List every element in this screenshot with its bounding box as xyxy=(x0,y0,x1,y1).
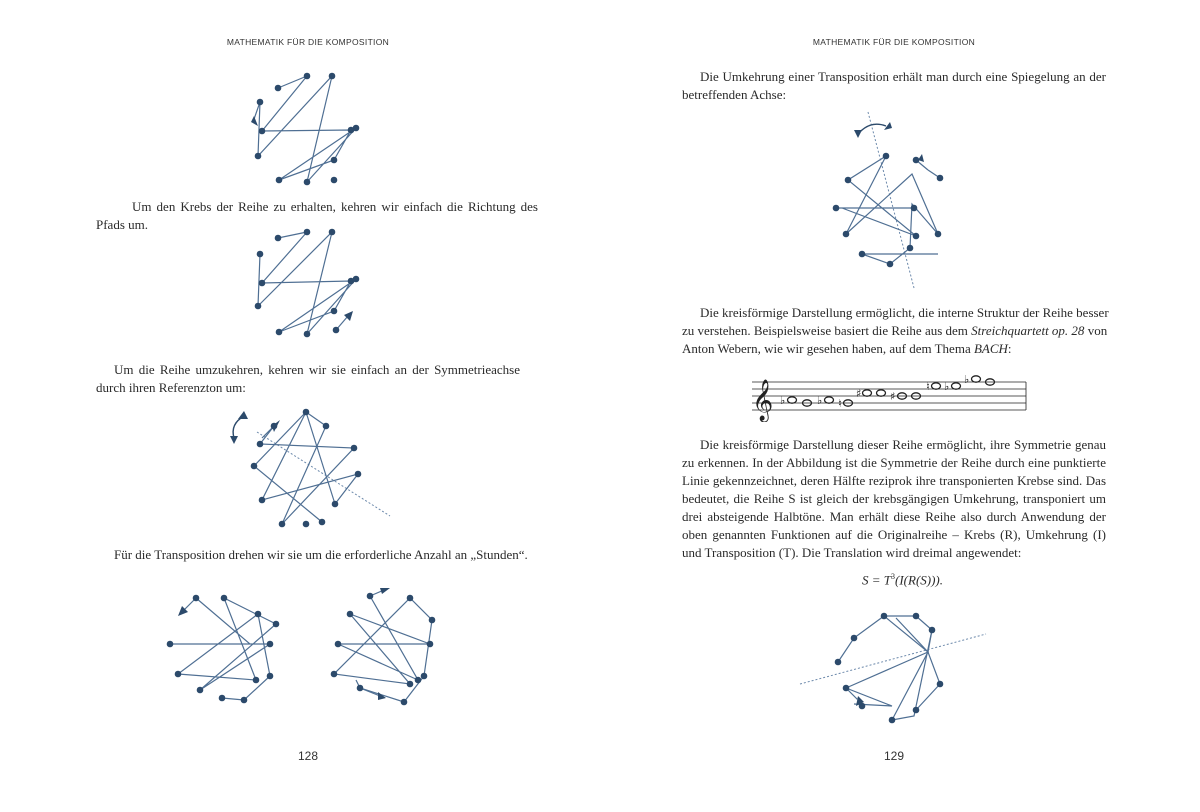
row-path xyxy=(258,232,356,334)
pitch-node xyxy=(255,153,262,160)
text-line: oben genannten Funktionen auf die Originalreihe – Krebs (R), Umkehrung (I) xyxy=(682,527,1106,542)
pitch-node xyxy=(913,157,920,164)
pitch-node xyxy=(367,593,374,600)
pitch-node xyxy=(329,73,336,80)
pitch-node xyxy=(913,707,920,714)
pitch-node xyxy=(259,128,266,135)
svg-text:♯: ♯ xyxy=(890,390,896,403)
pitch-node xyxy=(304,179,311,186)
pitch-node xyxy=(937,681,944,688)
arrowhead-icon xyxy=(854,130,862,138)
text-line: bedeutet, die Reihe S ist gleich der krebsgängigen Umkehrung, transponiert um xyxy=(682,491,1106,506)
pitch-node xyxy=(257,441,264,448)
pitch-node xyxy=(257,99,264,106)
running-header: MATHEMATIK FÜR DIE KOMPOSITION xyxy=(812,37,976,47)
arrowhead-icon xyxy=(251,116,258,126)
pitch-node xyxy=(259,497,266,504)
pitch-node xyxy=(845,177,852,184)
clock-diagram-original xyxy=(240,68,370,188)
text-line: Die kreisförmige Darstellung ermöglicht, die interne Struktur der Reihe besser xyxy=(700,305,1109,320)
svg-text:♭: ♭ xyxy=(780,394,786,407)
pitch-node xyxy=(329,229,336,236)
pitch-node xyxy=(197,687,204,694)
paragraph-struktur xyxy=(682,304,1109,358)
pitch-node xyxy=(221,595,228,602)
pitch-node xyxy=(401,699,408,706)
pitch-node xyxy=(319,519,326,526)
clock-diagram-inversion xyxy=(222,404,392,534)
pitch-node xyxy=(259,280,266,287)
paragraph-umkehrung xyxy=(96,361,520,397)
pitch-node xyxy=(415,677,422,684)
pitch-node xyxy=(276,329,283,336)
pitch-node xyxy=(421,673,428,680)
pitch-node xyxy=(859,251,866,258)
row-path xyxy=(892,618,932,720)
svg-text:♮: ♮ xyxy=(838,397,842,410)
pitch-node xyxy=(889,717,896,724)
text-line xyxy=(682,322,1106,340)
pitch-node xyxy=(929,627,936,634)
pitch-node xyxy=(881,613,888,620)
symmetry-axis xyxy=(800,634,986,684)
row-path xyxy=(846,688,892,706)
pitch-node xyxy=(355,471,362,478)
pitch-node xyxy=(323,423,330,430)
pitch-node xyxy=(255,303,262,310)
svg-text:♭: ♭ xyxy=(964,373,970,386)
work-title: Streichquartett op. 28 xyxy=(971,323,1085,338)
page-number: 128 xyxy=(297,749,319,763)
text-line: Die Umkehrung einer Transposition erhält man durch eine Spiegelung an der xyxy=(700,69,1106,84)
row-path xyxy=(836,156,916,236)
pitch-node xyxy=(241,697,248,704)
text-line: Für die Transposition drehen wir sie um die erforderliche Anzahl an „Stunden“. xyxy=(114,547,528,562)
text-line: Um den Krebs der Reihe zu erhalten, kehren wir einfach die Richtung des xyxy=(132,199,538,214)
pitch-node xyxy=(251,463,258,470)
arrowhead-icon xyxy=(238,411,248,419)
pitch-node xyxy=(843,231,850,238)
text-line: Die kreisförmige Darstellung dieser Reihe ermöglicht, ihre Symmetrie genau xyxy=(700,437,1106,452)
row-path xyxy=(838,616,884,662)
svg-text:♭: ♭ xyxy=(944,380,950,393)
pitch-node xyxy=(257,251,264,258)
pitch-node xyxy=(429,617,436,624)
pitch-node xyxy=(851,635,858,642)
rotation-arrow-icon xyxy=(233,416,244,438)
pitch-node xyxy=(276,177,283,184)
right-page xyxy=(600,0,1200,812)
pitch-node xyxy=(193,595,200,602)
page-number: 129 xyxy=(883,749,905,763)
pitch-node xyxy=(331,157,338,164)
row-path xyxy=(846,616,940,710)
text-segment: zu verstehen. Beispielsweise basiert die Reihe aus dem xyxy=(682,323,972,338)
music-staff-bach-row xyxy=(750,372,1030,422)
text-line xyxy=(682,340,1106,358)
text-line: und Transposition (T). Die Translation wird dreimal angewendet: xyxy=(682,545,1022,560)
running-header: MATHEMATIK FÜR DIE KOMPOSITION xyxy=(226,37,390,47)
pitch-node xyxy=(255,611,262,618)
pitch-node xyxy=(347,611,354,618)
pitch-node xyxy=(911,205,918,212)
pitch-node xyxy=(219,695,226,702)
text-line: zu erkennen. In der Abbildung ist die Symmetrie der Reihe durch eine punktierte xyxy=(682,455,1106,470)
pitch-node xyxy=(331,177,338,184)
pitch-node xyxy=(883,153,890,160)
pitch-node xyxy=(348,278,355,285)
pitch-node xyxy=(253,677,260,684)
text-line: betreffenden Achse: xyxy=(682,87,787,102)
svg-text:♯: ♯ xyxy=(856,387,862,400)
pitch-node xyxy=(304,229,311,236)
pitch-node xyxy=(335,641,342,648)
formula-rhs: (I(R(S))). xyxy=(895,572,944,588)
pitch-node xyxy=(348,127,355,134)
svg-text:♭: ♭ xyxy=(817,394,823,407)
pitch-node xyxy=(407,681,414,688)
text-line: Um die Reihe umzukehren, kehren wir sie einfach an der Symmetrieachse xyxy=(114,362,520,377)
clock-diagram-transposition-b xyxy=(320,584,450,714)
formula-lhs: S = T xyxy=(862,572,892,588)
pitch-node xyxy=(333,327,340,334)
text-segment: : xyxy=(1007,341,1012,356)
pitch-node xyxy=(913,613,920,620)
text-line: Linie gekennzeichnet, deren Hälfte reziprok ihre transponierten Krebse sind. Das xyxy=(682,473,1106,488)
text-segment: Anton Webern, wie wir gesehen haben, auf dem Thema xyxy=(682,341,974,356)
pitch-node xyxy=(273,621,280,628)
pitch-node xyxy=(275,235,282,242)
row-path xyxy=(254,412,358,524)
pitch-node xyxy=(303,521,310,528)
paragraph-symmetrie xyxy=(682,436,1106,562)
treble-clef-icon: 𝄞 xyxy=(752,380,774,421)
clock-diagram-retrograde xyxy=(240,226,370,346)
text-line: drei absteigende Halbtöne. Man erhält diese Reihe also durch Anwendung der xyxy=(682,509,1106,524)
pitch-node xyxy=(935,231,942,238)
text-line: Pfads um. xyxy=(96,217,148,232)
clock-diagram-mirrored-transposition xyxy=(828,112,968,292)
svg-text:♮: ♮ xyxy=(926,380,930,393)
pitch-node xyxy=(167,641,174,648)
pitch-node xyxy=(331,671,338,678)
pitch-node xyxy=(279,521,286,528)
pitch-node xyxy=(907,245,914,252)
pitch-node xyxy=(407,595,414,602)
pitch-node xyxy=(304,331,311,338)
arrowhead-icon xyxy=(380,588,390,594)
formula xyxy=(862,572,943,588)
pitch-node xyxy=(357,685,364,692)
pitch-node xyxy=(351,445,358,452)
row-path xyxy=(253,76,356,182)
pitch-node xyxy=(835,659,842,666)
pitch-node xyxy=(267,673,274,680)
pitch-node xyxy=(304,73,311,80)
pitch-node xyxy=(843,685,850,692)
pitch-node xyxy=(267,641,274,648)
theme-name: BACH xyxy=(973,341,1008,356)
paragraph-transposition xyxy=(96,546,528,564)
pitch-node xyxy=(303,409,310,416)
paragraph-umkehrung-transposition xyxy=(682,68,1106,104)
pitch-node xyxy=(913,233,920,240)
pitch-node xyxy=(331,308,338,315)
formula-exponent: 3 xyxy=(891,572,896,581)
clock-diagram-transposition-a xyxy=(160,584,290,714)
pitch-node xyxy=(275,85,282,92)
clock-diagram-webern-symmetry xyxy=(796,600,996,725)
arrowhead-icon xyxy=(230,436,238,444)
pitch-node xyxy=(833,205,840,212)
pitch-node xyxy=(332,501,339,508)
pitch-node xyxy=(937,175,944,182)
text-line: durch ihren Referenzton um: xyxy=(96,380,246,395)
pitch-node xyxy=(175,671,182,678)
pitch-node xyxy=(427,641,434,648)
pitch-node xyxy=(887,261,894,268)
pitch-node xyxy=(271,423,278,430)
pitch-node xyxy=(859,703,866,710)
text-segment: von xyxy=(1084,323,1108,338)
